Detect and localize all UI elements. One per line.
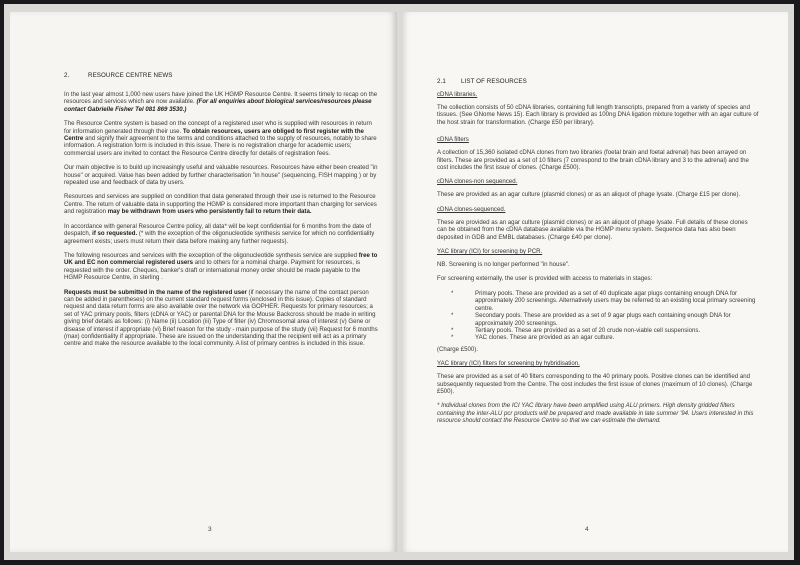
emphasis-text: free to UK and EC non commercial registered users (64, 251, 378, 267)
list-item-text: YAC clones. These are provided as an agar culture. (475, 334, 615, 342)
list-item (437, 312, 759, 327)
section-number: 2. (64, 72, 70, 79)
paragraph-confidentiality (64, 223, 378, 245)
charge-text: (Charge £500). (437, 345, 478, 353)
section-number: 2.1 (437, 78, 446, 85)
paragraph-intro (64, 91, 378, 113)
emphasis-text: Requests must be submitted in the name of the registered user (64, 288, 247, 296)
paragraph-conditions (64, 193, 378, 215)
section-title: RESOURCE CENTRE NEWS (88, 72, 173, 79)
page-number: 4 (585, 526, 589, 533)
paragraph-text: (if necessary the name of the contact person can be added in parentheses) on the current standard request forms (enclosed in this issue). Copies of standard request and data return forms are also available over the network via GOPHER. Requests for primary resources; a set of YAC primary pools, filters (cDNA or YAC) or parental DNA for the Mouse Backcross should be made in writing giving brief details as follows: (i) Name (ii) Location (iii) Type of filter (iv) Chromosomal area of interest (v) Gene or disease of interest if appropriate (vi) Brief reason for the study - main purpose of the study (vii) Request for 6 months (max) confidentiality if appropriate. These are issued on the understanding that the recipient will act as a primary centre and make the resource available to the local community. A list of primary centres is included in this issue. (64, 288, 378, 348)
list-item (437, 290, 759, 312)
paragraph-text: and to others for a nominal charge. Payment for resources, is requested with the order. Cheques, banker's draft or international money order should be made payable to the HGMP Resource Centre, in sterling . (64, 259, 361, 282)
subsection-text: These are provided as a set of 40 filters corresponding to the 40 primary pools. Positive clones can be identified and subsequently requested from the Centre. The cost includes the first issue of clones (maximum of 10 clones). (Charge £500). (437, 373, 753, 395)
bullet-marker: * (451, 334, 454, 342)
right-page (401, 12, 788, 552)
subsection-title: cDNA filters (437, 136, 469, 144)
list-item-text: Tertiary pools. These are provided as a set of 20 crude non-viable cell suspensions. (475, 326, 701, 334)
paragraph-objective: Our main objective is to build up increasingly useful and valuable resources. Resources have either been created "in house" or acquired. Value has been added by further characterisation "in house" (sequencing, FISH mapping ) or by repeated use and feedback of data by users. (64, 164, 378, 187)
subsection-title: cDNA clones-non sequenced. (437, 178, 518, 186)
bullet-marker: * (451, 289, 454, 297)
subsection-text: These are provided as an agar culture (plasmid clones) or as an aliquot of phage lysate. (Charge £15 per clone). (437, 191, 741, 199)
paragraph-text: The Resource Centre system is based on the concept of a registered user who is supplied with resources in return for information generated through their use. (64, 120, 372, 135)
subsection-title: YAC library (ICI) filters for screening by hybridisation. (437, 360, 580, 368)
bullet-marker: * (451, 312, 454, 320)
list-item-text: Primary pools. These are provided as a set of 40 duplicate agar plugs containing enough DNA for approximately 200 screenings. Alternatively users may be referred to an existing local primary screening centre. (475, 289, 756, 312)
list-item (437, 327, 759, 334)
list-item-text: Secondary pools. These are provided as a set of 9 agar plugs each containing enough DNA for approximately 200 screenings. (475, 312, 731, 327)
paragraph-text: In the last year almost 1,000 new users have joined the UK HGMP Resource Centre. It seems timely to recap on the resources and services which are now available. (64, 91, 378, 106)
paragraph-text: and signify their agreement to the terms and conditions attached to the supply of resources, notably to share information. A registration form is included in this issue. There is no registration charge for academic users; commercial users are invited to contact the Resource Centre directly for details of registration fees. (64, 135, 377, 157)
enquiries-note: (For all enquiries about biological services/resources please contact Gabrielle Fisher Tel 081 869 3530.) (64, 98, 372, 113)
right-page-content (437, 78, 759, 432)
paragraph-requests (64, 289, 378, 348)
emphasis-text: if so requested. (92, 230, 138, 238)
list-item (437, 334, 759, 341)
subsection-title: cDNA libraries. (437, 91, 478, 98)
subsection-title: YAC library (ICI) for screening by PCR. (437, 248, 543, 256)
emphasis-text: may be withdrawn from users who persistently fail to return their data. (107, 208, 312, 216)
left-page-content (64, 72, 378, 355)
section-heading (437, 78, 759, 85)
subsection-text: For screening externally, the user is provided with access to materials in stages: (437, 275, 653, 283)
subsection-text: These are provided as an agar culture (plasmid clones) or as an aliquot of phage lysate. Full details of these clones can be obtained from the cDNA database available via the HGMP menu system. Sequence data has also been deposited in GDB and EMBL databases. (Charge £40 per clone). (437, 218, 748, 241)
section-heading (64, 72, 378, 79)
paragraph-text: (* with the exception of the oligonucleotide synthesis service for which no confidentiality agreement exists; users must return their data before making any further requests). (64, 230, 375, 245)
document-spread (4, 4, 794, 560)
paragraph-payment (64, 252, 378, 282)
footnote-text: * Individual clones from the ICI YAC library have been amplified using ALU primers. High density gridded filters containing the inter-ALU pcr products will be prepared and made available in late summer '94. Users interested in this resource should contact the Resource Centre so that we can estimate the demand. (437, 402, 754, 425)
subsection-text: The collection consists of 50 cDNA libraries, containing full length transcripts, prepared from a variety of species and tissues. (See GNome News 15). Each library is provided as 100ng DNA ligation mixture together with an agar culture of the host strain for transformation. (Charge £50 per library). (437, 104, 759, 126)
paragraph-registration (64, 120, 378, 157)
bullet-marker: * (451, 326, 454, 334)
paragraph-text: In accordance with general Resource Centre policy, all data* will be kept confidential for 6 months from the date of despatch, (64, 222, 372, 238)
section-title: LIST OF RESOURCES (461, 78, 527, 85)
paragraph-text: The following resources and services with the exception of the oligonucleotide synthesis service are supplied (64, 251, 359, 259)
emphasis-text: To obtain resources, users are obliged to first register with the Centre (64, 127, 364, 143)
subsection-text: NB. Screening is no longer performed "in house". (437, 261, 570, 269)
bullet-list (437, 290, 759, 342)
left-page (10, 12, 397, 552)
paragraph-text: Resources and services are supplied on condition that data generated through their use is returned to the Resource Centre. The return of valuable data in supporting the HGMP is considered more important than charging for services and registration (64, 193, 377, 216)
page-number: 3 (208, 526, 212, 533)
subsection-text: A collection of 15,360 isolated cDNA clones from two libraries (foetal brain and foetal adrenal) has been arrayed on filters. These are provided as a set of 10 filters (7 correspond to the brain cDNA library and 3 to the adrenal) and the cost includes the first issue of clones. (Charge £500). (437, 149, 749, 172)
subsection-title: cDNA clones-sequenced. (437, 205, 506, 213)
